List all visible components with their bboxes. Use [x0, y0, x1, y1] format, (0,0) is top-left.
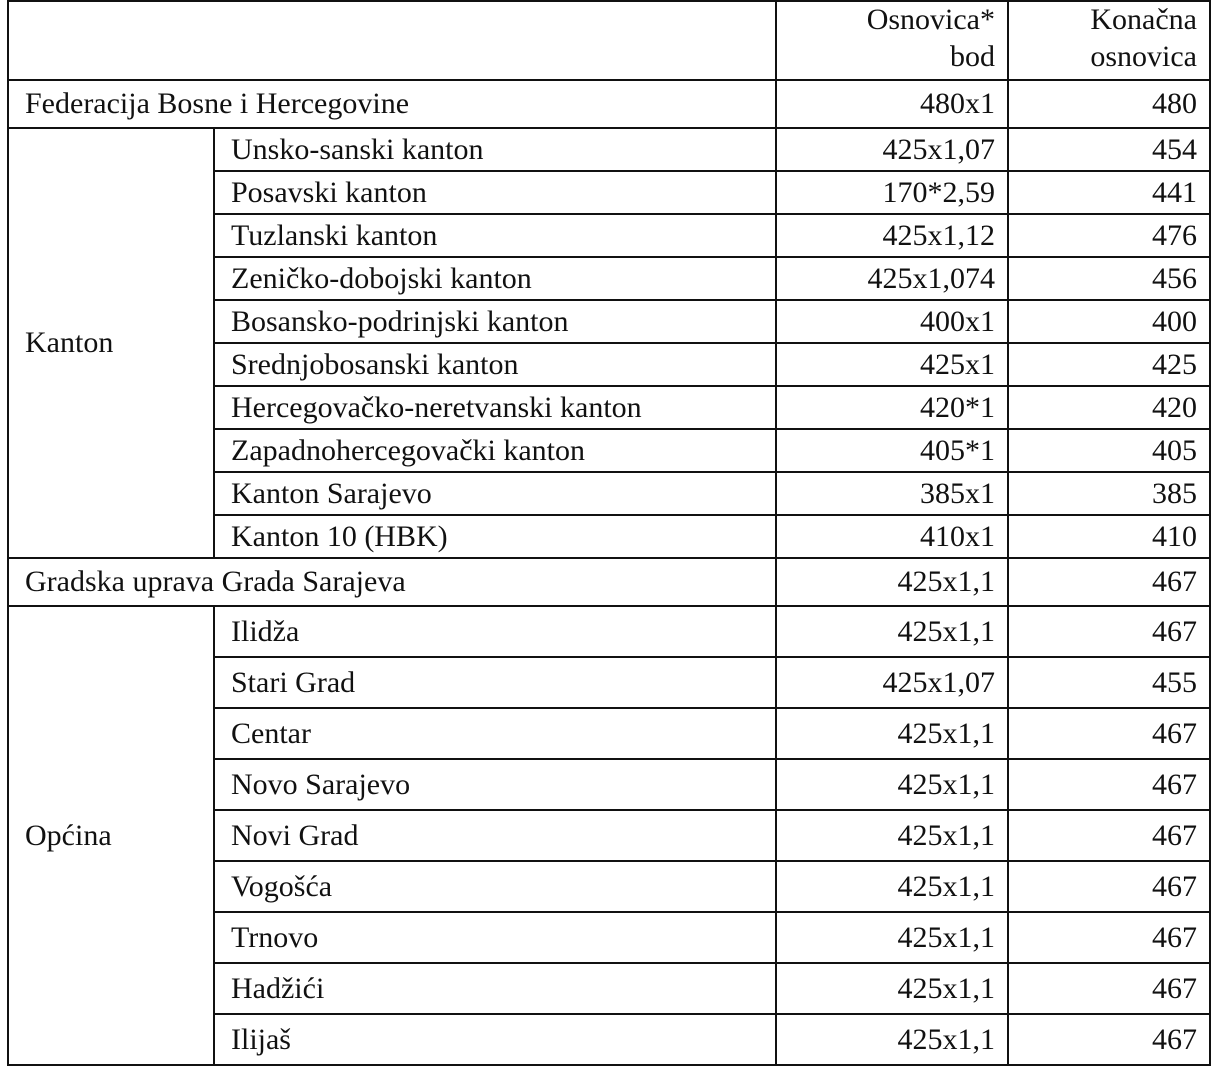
federacija-konacna: 480 [1008, 80, 1210, 128]
kanton-osnovica: 170*2,59 [776, 171, 1008, 214]
gradska-uprava-row [8, 558, 1210, 606]
gradska-uprava-label: Gradska uprava Grada Sarajeva [8, 558, 776, 606]
kanton-konacna: 405 [1008, 429, 1210, 472]
gradska-uprava-osnovica: 425x1,1 [776, 558, 1008, 606]
opcina-osnovica: 425x1,07 [776, 657, 1008, 708]
opcina-osnovica: 425x1,1 [776, 810, 1008, 861]
kanton-name: Unsko-sanski kanton [214, 128, 776, 171]
kanton-konacna: 441 [1008, 171, 1210, 214]
opcina-konacna: 467 [1008, 810, 1210, 861]
header-osnovica [776, 1, 1008, 80]
opcina-name: Trnovo [214, 912, 776, 963]
opcina-osnovica: 425x1,1 [776, 606, 1008, 657]
kanton-osnovica: 420*1 [776, 386, 1008, 429]
kanton-konacna: 425 [1008, 343, 1210, 386]
header-blank-cell [8, 1, 776, 80]
kanton-name: Kanton 10 (HBK) [214, 515, 776, 558]
kanton-konacna: 476 [1008, 214, 1210, 257]
opcina-name: Vogošća [214, 861, 776, 912]
federacija-osnovica: 480x1 [776, 80, 1008, 128]
header-konacna-line2: osnovica [1090, 39, 1197, 73]
opcina-group-label: Općina [8, 606, 214, 1065]
opcina-name: Novo Sarajevo [214, 759, 776, 810]
kanton-name: Bosansko-podrinjski kanton [214, 300, 776, 343]
kanton-konacna: 410 [1008, 515, 1210, 558]
kanton-osnovica: 405*1 [776, 429, 1008, 472]
kanton-konacna: 400 [1008, 300, 1210, 343]
opcina-name: Hadžići [214, 963, 776, 1014]
kanton-name: Posavski kanton [214, 171, 776, 214]
opcina-konacna: 467 [1008, 1014, 1210, 1065]
opcina-osnovica: 425x1,1 [776, 759, 1008, 810]
kanton-group-label: Kanton [8, 128, 214, 558]
header-row [8, 1, 1210, 80]
opcina-konacna: 467 [1008, 759, 1210, 810]
kanton-name: Tuzlanski kanton [214, 214, 776, 257]
opcina-osnovica: 425x1,1 [776, 708, 1008, 759]
opcina-konacna: 467 [1008, 708, 1210, 759]
opcina-name: Centar [214, 708, 776, 759]
kanton-osnovica: 385x1 [776, 472, 1008, 515]
opcina-name: Ilijaš [214, 1014, 776, 1065]
kanton-konacna: 454 [1008, 128, 1210, 171]
opcina-osnovica: 425x1,1 [776, 912, 1008, 963]
kanton-name: Zapadnohercegovački kanton [214, 429, 776, 472]
opcina-konacna: 467 [1008, 861, 1210, 912]
opcina-name: Novi Grad [214, 810, 776, 861]
federacija-row [8, 80, 1210, 128]
kanton-osnovica: 400x1 [776, 300, 1008, 343]
kanton-konacna: 385 [1008, 472, 1210, 515]
kanton-osnovica: 425x1 [776, 343, 1008, 386]
opcina-konacna: 467 [1008, 963, 1210, 1014]
kanton-name: Kanton Sarajevo [214, 472, 776, 515]
kanton-konacna: 456 [1008, 257, 1210, 300]
kanton-name: Zeničko-dobojski kanton [214, 257, 776, 300]
salary-base-table [7, 0, 1211, 1066]
kanton-osnovica: 410x1 [776, 515, 1008, 558]
header-konacna [1008, 1, 1210, 80]
opcina-osnovica: 425x1,1 [776, 963, 1008, 1014]
kanton-osnovica: 425x1,12 [776, 214, 1008, 257]
opcina-row [8, 606, 1210, 657]
opcina-osnovica: 425x1,1 [776, 861, 1008, 912]
opcina-name: Stari Grad [214, 657, 776, 708]
kanton-name: Srednjobosanski kanton [214, 343, 776, 386]
kanton-osnovica: 425x1,074 [776, 257, 1008, 300]
kanton-osnovica: 425x1,07 [776, 128, 1008, 171]
gradska-uprava-konacna: 467 [1008, 558, 1210, 606]
opcina-osnovica: 425x1,1 [776, 1014, 1008, 1065]
kanton-konacna: 420 [1008, 386, 1210, 429]
header-osnovica-line2: bod [950, 39, 995, 73]
opcina-konacna: 467 [1008, 912, 1210, 963]
header-osnovica-line1: Osnovica* [866, 3, 995, 36]
kanton-name: Hercegovačko-neretvanski kanton [214, 386, 776, 429]
opcina-konacna: 467 [1008, 606, 1210, 657]
header-konacna-line1: Konačna [1090, 3, 1197, 36]
opcina-konacna: 455 [1008, 657, 1210, 708]
federacija-label: Federacija Bosne i Hercegovine [8, 80, 776, 128]
opcina-name: Ilidža [214, 606, 776, 657]
kanton-row [8, 128, 1210, 171]
